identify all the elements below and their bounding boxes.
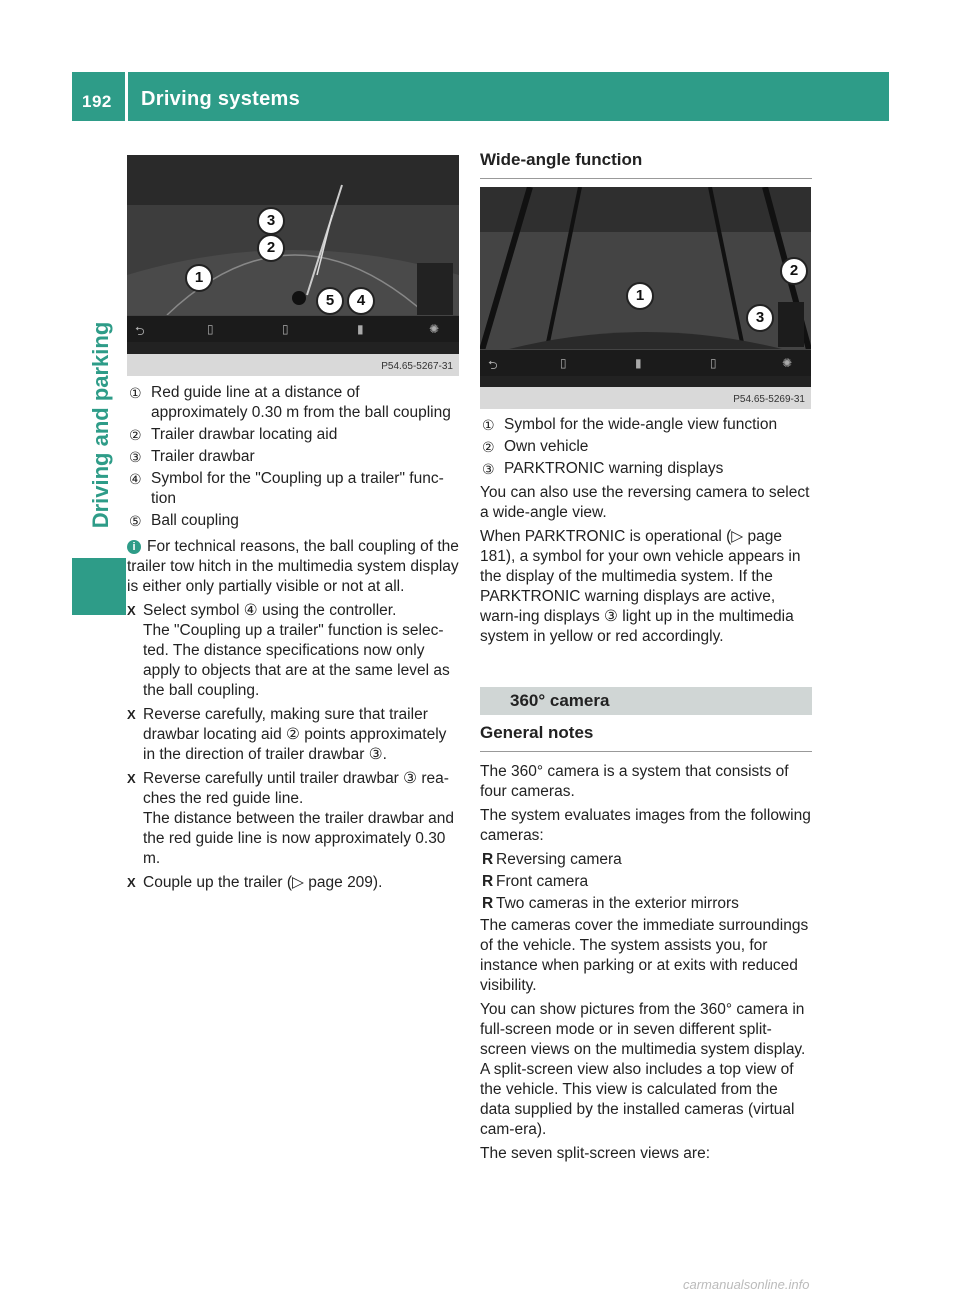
legend-item: ⑤ Ball coupling: [129, 512, 239, 529]
side-tab: [86, 290, 116, 560]
camera-view-illustration: [127, 155, 459, 376]
info-note: i For technical reasons, the ball coupling of the trailer tow hitch in the multimedia system display is either only partially visible or not at all.: [127, 538, 459, 595]
step-arrow-icon: X: [127, 875, 136, 890]
legend-item: ④ Symbol for the "Coupling up a trailer" func-tion: [129, 470, 444, 507]
page-number: 192: [82, 92, 112, 111]
camera-view-icon: ▯: [560, 356, 567, 370]
right-column-body: [480, 415, 812, 1168]
callout-4: 4: [347, 287, 375, 315]
coupling-icon: ▯: [710, 356, 717, 370]
brightness-icon: ✺: [429, 322, 440, 336]
step-arrow-icon: X: [127, 707, 136, 722]
paragraph: You can show pictures from the 360° camera in full-screen mode or in seven different split-screen views on the multimedia system display. A split-screen view also includes a top view of the vehicle. This view is calculated from the data supplied by the installed cameras (virtual cam-era).: [480, 1001, 806, 1138]
callout-3: 3: [746, 304, 774, 332]
back-icon: ⮌: [135, 324, 145, 338]
paragraph: The 360° camera is a system that consists of four cameras.: [480, 763, 789, 800]
info-icon: i: [127, 540, 141, 554]
figure-strip: [480, 387, 811, 409]
instruction-step: X Select symbol ④ using the controller. The "Coupling up a trailer" function is selec-ted. The distance specifications now only apply to objects that are at the same level as the ball coupling.: [127, 602, 450, 699]
paragraph: The system evaluates images from the following cameras:: [480, 807, 811, 844]
instruction-step: X Reverse carefully until trailer drawbar ③ rea-ches the red guide line. The distance between the trailer drawbar and the red guide line is now approximately 0.30 m.: [127, 770, 455, 867]
sub-heading: General notes: [480, 715, 812, 752]
section-band: 360° camera: [480, 687, 812, 715]
header-divider: [125, 72, 128, 121]
step-arrow-icon: X: [127, 771, 136, 786]
legend-item: ② Trailer drawbar locating aid: [129, 426, 338, 443]
legend-item: ③ Trailer drawbar: [129, 448, 255, 465]
paragraph: The cameras cover the immediate surroundings of the vehicle. The system assists you, for instance when parking or at exits with reduced visibility.: [480, 917, 809, 994]
callout-2: 2: [780, 257, 808, 285]
paragraph: The seven split-screen views are:: [480, 1145, 711, 1162]
paragraph: You can also use the reversing camera to select a wide-angle view.: [480, 484, 810, 521]
side-tab-label: Driving and parking: [88, 321, 113, 529]
back-icon: ⮌: [488, 358, 498, 372]
wide-angle-icon: ▮: [635, 356, 642, 370]
wide-angle-camera-image: [480, 187, 811, 409]
list-item: R Reversing camera: [482, 851, 622, 868]
callout-1: 1: [626, 282, 654, 310]
step-arrow-icon: X: [127, 603, 136, 618]
list-item: R Two cameras in the exterior mirrors: [482, 895, 739, 912]
callout-1: 1: [185, 264, 213, 292]
legend-item: ③ PARKTRONIC warning displays: [482, 460, 724, 477]
camera-view-icon: ▯: [207, 322, 214, 336]
wide-angle-icon: ▯: [282, 322, 289, 336]
coupling-icon: ▮: [357, 322, 364, 336]
instruction-step: X Couple up the trailer (▷ page 209).: [127, 874, 383, 891]
legend-item: ① Red guide line at a distance of approximately 0.30 m from the ball coupling: [129, 384, 451, 421]
side-tab-block: [72, 558, 126, 615]
right-column: [480, 150, 812, 179]
multimedia-toolbar: [480, 349, 811, 376]
callout-3: 3: [257, 207, 285, 235]
website-watermark: carmanualsonline.info: [683, 1277, 810, 1292]
figure-code: P54.65-5269-31: [733, 394, 805, 405]
section-heading: Wide-angle function: [480, 150, 812, 179]
brightness-icon: ✺: [782, 356, 793, 370]
instruction-step: X Reverse carefully, making sure that trailer drawbar locating aid ② points approximately in the direction of trailer drawbar ③.: [127, 706, 447, 763]
callout-2: 2: [257, 234, 285, 262]
left-column: [127, 383, 460, 893]
legend-item: ② Own vehicle: [482, 438, 589, 455]
callout-5: 5: [316, 287, 344, 315]
page-title: Driving systems: [141, 88, 301, 110]
multimedia-toolbar: [127, 315, 459, 342]
figure-code: P54.65-5267-31: [381, 361, 453, 372]
list-item: R Front camera: [482, 873, 589, 890]
coupling-camera-image: [127, 155, 459, 376]
paragraph: When PARKTRONIC is operational (▷ page 181), a symbol for your own vehicle appears in the display of the multimedia system. If the PARKTRONIC warning displays are active, warn-ing displays ③ light up in the multimedia system in yellow or red accordingly.: [480, 528, 801, 645]
legend-item: ① Symbol for the wide-angle view function: [482, 416, 778, 433]
figure-strip: [127, 354, 459, 376]
